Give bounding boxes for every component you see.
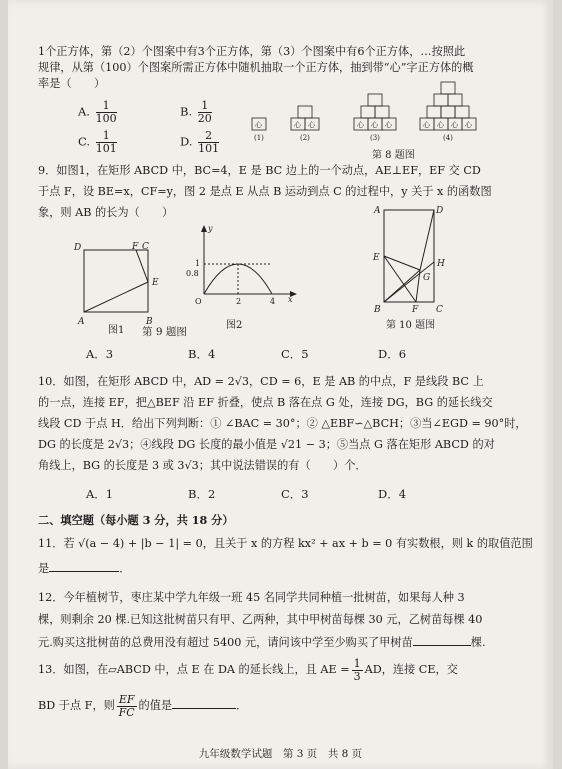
q9-figure-1 [72, 240, 172, 335]
q8-cube [441, 106, 455, 118]
q13-ratio-num: EF [118, 692, 135, 706]
q8-option-c-fraction [96, 130, 117, 155]
q8-option-c[interactable] [78, 130, 119, 155]
q9-figure-caption: 第 9 题图 [142, 326, 187, 338]
q8-line-2: 规律，从第（100）个图案所需正方体中随机抽取一个正方体，抽到带“心”字正方体的概 [38, 61, 474, 74]
q9-fig2-caption: 图2 [226, 320, 243, 331]
q8-option-a-label: A. [78, 104, 90, 119]
q10-option-a[interactable]: A．1 [86, 487, 114, 501]
q8-option-b-label: B. [180, 104, 193, 119]
q10-line-4: DG 的长度是 2√3；④线段 DG 长度的最小值是 √21 − 3；⑤当点 G 落在矩形 ABCD 的对 [38, 438, 495, 451]
q9-figure-2 [184, 222, 304, 334]
q8-cube [448, 94, 462, 106]
q8-cube-char: 心 [308, 121, 315, 129]
q8-fig-label-1: (1) [254, 134, 264, 142]
q10-point-f: F [412, 305, 419, 315]
q9-option-c[interactable]: C．5 [281, 347, 309, 361]
q9-graph-y-08: 0.8 [186, 269, 199, 278]
q8-option-d[interactable] [180, 130, 221, 155]
q11-answer-blank[interactable] [49, 560, 119, 572]
q9-graph-x-label: x [288, 295, 293, 304]
q9-graph-x-4: 4 [270, 297, 276, 306]
q8-cube-char: 心 [357, 121, 364, 129]
q10-option-c[interactable]: C．3 [281, 487, 309, 501]
q13-ae-fraction-den: 3 [353, 669, 361, 683]
q9-fig1-point-c: C [142, 242, 149, 252]
q10-line-5: 角线上，BG 的长度是 3 或 3√3；其中说法错误的有（ ）个． [38, 459, 367, 472]
q8-fig-label-2: (2) [300, 134, 310, 142]
q9-fig1-point-d: D [74, 243, 82, 253]
q13-line-2b: 的值是 [138, 699, 173, 712]
q10-point-h: H [437, 259, 445, 269]
q10-option-d[interactable]: D．4 [378, 487, 407, 501]
q8-option-a[interactable] [78, 100, 119, 125]
q8-cube-char: 心 [451, 121, 458, 129]
q9-graph-x-2: 2 [236, 297, 242, 306]
q11-line-2 [38, 560, 537, 576]
q8-cube [434, 94, 448, 106]
q9-option-b[interactable]: B．4 [188, 347, 216, 361]
q13-answer-blank[interactable] [172, 697, 236, 709]
q13-ratio-fraction [117, 694, 137, 719]
q8-fig-label-3: (3) [370, 134, 380, 142]
q9-line-1: 9．如图1，在矩形 ABCD 中，BC=4，E 是 BC 边上的一个动点，AE⊥EF，EF 交 CD [38, 164, 481, 177]
q8-option-b-fraction [198, 100, 212, 125]
q8-line-1: 1个正方体，第（2）个图案中有3个正方体，第（3）个图案中有6个正方体，…按照此 [38, 45, 466, 58]
q8-cube [455, 106, 469, 118]
q9-fig1-point-b: B [146, 317, 153, 327]
q13-line-2a: BD 于点 F，则 [38, 699, 115, 712]
q8-cube-char: 心 [385, 121, 392, 129]
q12-line-2: 棵，则剩余 20 棵.已知这批树苗只有甲、乙两种，其中甲树苗每棵 30 元，乙树苗每棵 40 [38, 613, 483, 626]
q8-option-c-num: 1 [96, 130, 117, 143]
page-footer: 九年级数学试题 第 3 页 共 8 页 [198, 748, 363, 760]
q8-cube-char: 心 [371, 121, 378, 129]
q8-cube-char: 心 [294, 121, 301, 129]
q8-option-b-num: 1 [198, 100, 212, 113]
q8-cube-figure [244, 78, 484, 162]
q10-point-d: D [436, 206, 444, 216]
q8-option-b[interactable] [180, 100, 214, 125]
q8-figure-caption: 第 8 题图 [372, 150, 415, 161]
q10-point-g: G [423, 273, 431, 283]
section-2-heading: 二、填空题（每小题 3 分，共 18 分） [38, 513, 234, 527]
q10-point-c: C [436, 305, 443, 315]
q8-option-d-den: 101 [198, 142, 220, 155]
q10-line-2: 的一点，连接 EF，把△BEF 沿 EF 折叠，使点 B 落在点 G 处，连接 DG，BG 的延长线交 [38, 396, 493, 409]
q13-line-2 [38, 692, 537, 720]
q8-option-b-den: 20 [197, 112, 212, 125]
q9-fig1-caption: 图1 [108, 325, 125, 335]
q11-line-1: 11．若 √(a − 4) + |b − 1| = 0，且关于 x 的方程 kx² + ax + b = 0 有实数根，则 k 的取值范围 [38, 537, 533, 550]
q10-option-b[interactable]: B．2 [188, 487, 216, 501]
q9-fig1-point-e: E [152, 278, 159, 288]
q9-line-2: 于点 F，设 BE=x，CF=y，图 2 是点 E 从点 B 运动到点 C 的过程中，y 关于 x 的函数图 [38, 185, 492, 198]
q9-fig1-point-a: A [78, 317, 85, 327]
q8-option-d-label: D. [180, 134, 193, 149]
q10-figure-caption: 第 10 题图 [386, 320, 436, 331]
q10-point-e: E [373, 253, 380, 263]
q8-cube [427, 106, 441, 118]
q9-option-d[interactable]: D．6 [378, 347, 407, 361]
q13-line-1b: AD，连接 CE，交 [364, 663, 458, 676]
q8-cube-char: 心 [255, 121, 262, 129]
q13-ae-fraction [352, 658, 363, 683]
q9-option-a[interactable]: A．3 [86, 347, 114, 361]
q9-graph-y-label: y [208, 224, 213, 233]
q8-cube [441, 82, 455, 94]
q12-line-1: 12．今年植树节，枣庄某中学九年级一班 45 名同学共同种植一批树苗，如果每人种 3 [38, 591, 465, 604]
q8-cube-char: 心 [423, 121, 430, 129]
q12-line-3-end: 棵. [470, 636, 486, 649]
q8-option-a-num: 1 [96, 100, 117, 113]
q8-option-c-label: C. [78, 134, 91, 149]
q13-line-1 [38, 656, 537, 684]
q9-line-3: 象，则 AB 的长为（ ） [38, 206, 174, 219]
q13-ae-fraction-num: 1 [353, 656, 361, 670]
q8-cube-char: 心 [437, 121, 444, 129]
q10-point-a: A [374, 206, 381, 216]
q12-line-3 [38, 634, 537, 650]
q8-cube [298, 106, 312, 118]
q12-answer-blank[interactable] [413, 634, 471, 646]
q8-cube [361, 106, 375, 118]
q10-line-1: 10．如图，在矩形 ABCD 中，AD = 2√3，CD = 6，E 是 AB 的中点，F 是线段 BC 上 [38, 375, 484, 388]
q8-option-d-fraction [198, 130, 219, 155]
q8-fig-label-4: (4) [443, 134, 453, 142]
q10-point-b: B [374, 305, 381, 315]
q9-fig1-point-f: F [132, 242, 139, 252]
q8-option-d-num: 2 [198, 130, 219, 143]
q13-line-1a: 13．如图，在▱ABCD 中，点 E 在 DA 的延长线上，且 AE = [38, 663, 350, 676]
q13-line-2-end: ． [236, 699, 248, 712]
q8-line-3: 率是（ ） [38, 77, 106, 90]
q10-line-3: 线段 CD 于点 H．给出下列判断：① ∠BAC = 30°；② △EBF∽△BCH；③当∠EGD = 90°时， [38, 417, 527, 430]
q8-cube-char: 心 [465, 121, 472, 129]
q13-ratio-den: FC [118, 705, 135, 719]
q8-option-a-den: 100 [95, 112, 117, 125]
q9-graph-y-1: 1 [195, 259, 201, 268]
q8-option-a-fraction [96, 100, 117, 125]
q8-cube [368, 94, 382, 106]
q12-line-3-text: 元.购买这批树苗的总费用没有超过 5400 元，请问该中学至少购买了甲树苗 [38, 636, 413, 649]
exam-page [8, 0, 553, 769]
q11-line-2-text: 是 [38, 562, 50, 575]
q11-line-2-end: ． [119, 562, 131, 575]
q8-option-c-den: 101 [95, 142, 117, 155]
q10-figure [364, 200, 464, 336]
q8-cube [375, 106, 389, 118]
q9-graph-origin: O [195, 297, 202, 306]
